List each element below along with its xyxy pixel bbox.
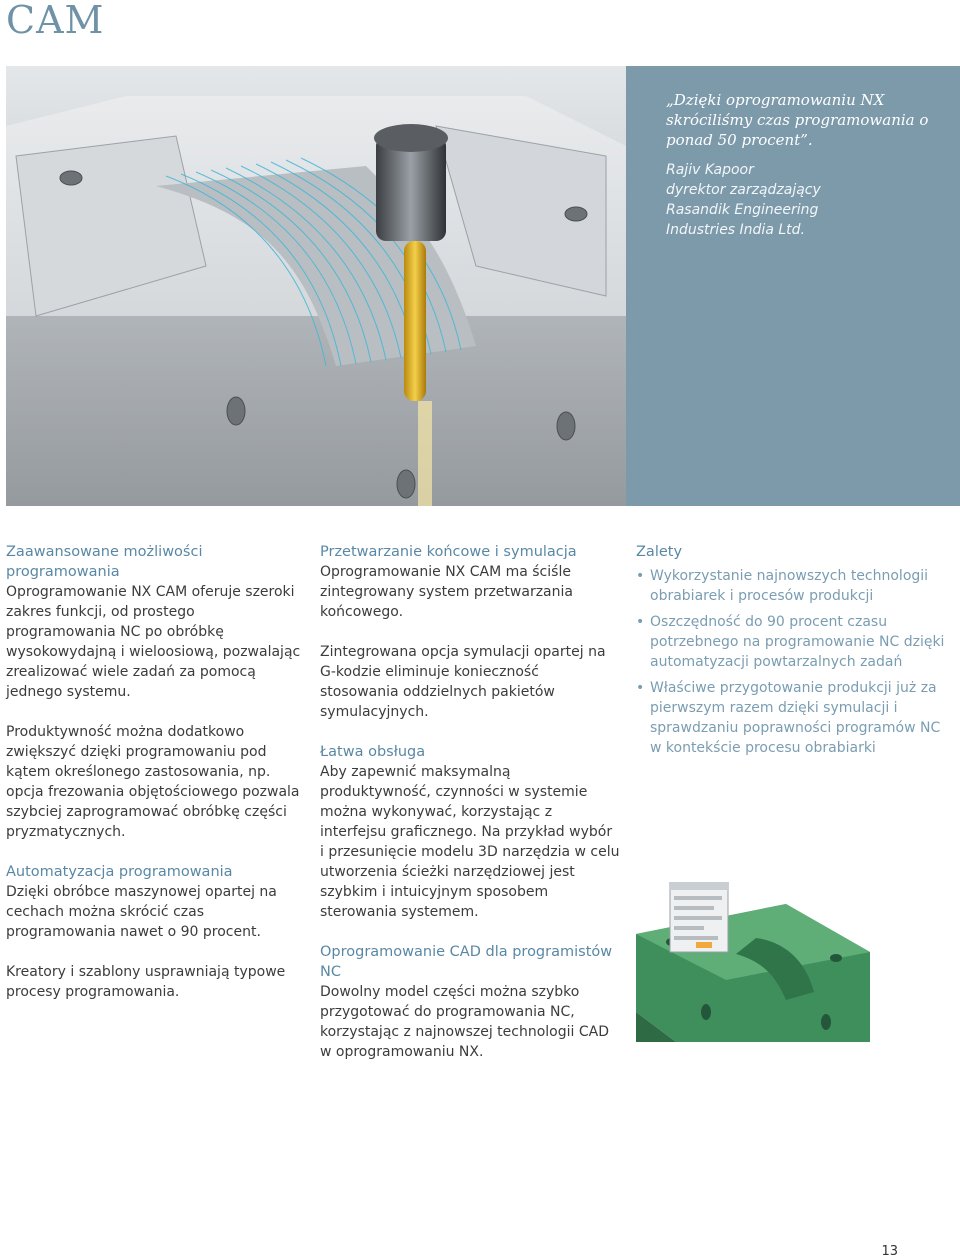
quote-author-company-line-2: Industries India Ltd. [666,222,805,238]
section-paragraph: Zintegrowana opcja symulacji opartej na G-kodzie eliminuje konieczność stosowania oddzielnych pakietów symulacyjnych. [320,644,606,720]
benefits-heading: Zalety [636,544,683,560]
column-advanced-programming [6,542,302,1022]
benefit-text: Oszczędność do 90 procent czasu potrzebnego na programowanie NC dzięki automatyzacji powtarzalnych zadań [650,614,945,670]
benefit-text: Wykorzystanie najnowszych technologii obrabiarek i procesów produkcji [650,568,929,604]
quote-text: „Dzięki oprogramowaniu NX skróciliśmy czas programowania o ponad 50 procent”. [666,91,929,149]
benefit-item [636,612,956,672]
benefit-text: Właściwe przygotowanie produkcji już za pierwszym razem dzięki symulacji i sprawdzaniu poprawności programów NC w kontekście procesu obrabiarki [650,680,941,756]
cam-toolpath-image [6,66,626,506]
section-heading: Zaawansowane możliwości programowania [6,544,203,580]
benefit-item [636,678,956,758]
bullet-icon: • [636,568,645,584]
section-heading: Łatwa obsługa [320,744,426,760]
quote-author-role: dyrektor zarządzający [666,182,821,198]
section-heading: Przetwarzanie końcowe i symulacja [320,544,577,560]
quote-author [666,160,942,240]
section-benefits [636,542,956,758]
section-paragraph: Oprogramowanie NX CAM oferuje szeroki zakres funkcji, od prostego programowania NC po obróbkę wysokowydajną i wieloosiową, pozwalając zrealizować wiele zadań za pomocą jednego systemu. [6,584,301,700]
benefits-list [636,566,956,758]
section-paragraph: Dowolny model części można szybko przygotować do programowania NC, korzystając z najnowszej technologii CAD w oprogramowaniu NX. [320,984,609,1060]
section-paragraph: Oprogramowanie NX CAM ma ściśle zintegrowany system przetwarzania końcowego. [320,564,573,620]
bullet-icon: • [636,680,645,696]
quote-author-name: Rajiv Kapoor [666,162,754,178]
quote-panel [626,66,960,506]
page-number: 13 [881,1244,898,1259]
section-paragraph: Dzięki obróbce maszynowej opartej na cechach można skrócić czas programowania nawet o 90 procent. [6,884,277,940]
quote-author-company-line-1: Rasandik Engineering [666,202,819,218]
section-advanced-programming [6,542,302,842]
cad-model-image [636,882,870,1042]
section-postprocessing [320,542,620,722]
cad-model-illustration [636,882,870,1042]
column-postprocessing [320,542,620,1082]
section-automation [6,862,302,1002]
benefit-item [636,566,956,606]
section-ease-of-use [320,742,620,922]
cam-toolpath-illustration [6,66,626,506]
section-heading: Oprogramowanie CAD dla programistów NC [320,944,613,980]
section-paragraph: Aby zapewnić maksymalną produktywność, czynności w systemie można wykonywać, korzystając z interfejsu graficznego. Na przykład wybór i przesunięcie modelu 3D narzędzia w celu utworzenia ścieżki narzędziowej jest szybkim i intuicyjnym sposobem sterowania systemem. [320,764,620,920]
page-title: CAM [6,0,105,42]
section-heading: Automatyzacja programowania [6,864,233,880]
section-paragraph: Produktywność można dodatkowo zwiększyć dzięki programowaniu pod kątem określonego zastosowania, np. opcja frezowania objętościowego pozwala szybciej zaprogramować obróbkę części pryzmatycznych. [6,724,300,840]
section-cad-for-nc [320,942,620,1062]
column-benefits [636,542,956,778]
section-paragraph: Kreatory i szablony usprawniają typowe procesy programowania. [6,964,286,1000]
bullet-icon: • [636,614,645,630]
